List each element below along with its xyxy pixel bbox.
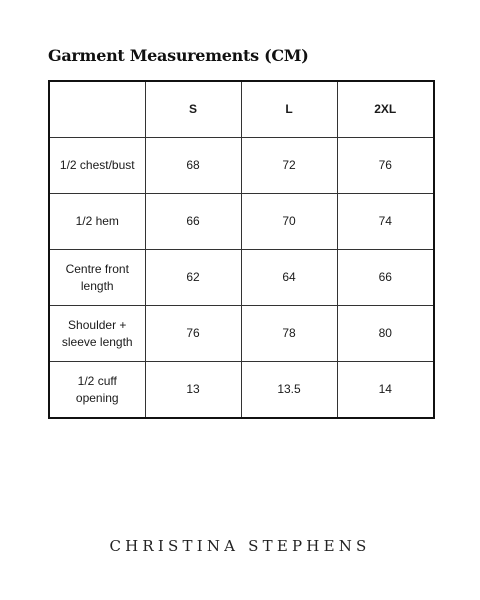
header-cell-size-l: L [241, 81, 337, 138]
table-cell: 74 [337, 194, 434, 250]
row-label: 1/2 chest/bust [49, 138, 145, 194]
brand-wordmark: CHRISTINA STEPHENS [109, 537, 371, 555]
measurements-table [48, 80, 435, 419]
table-cell: 14 [337, 362, 434, 419]
table-cell: 78 [241, 306, 337, 362]
table-cell: 66 [145, 194, 241, 250]
row-label: Shoulder + sleeve length [49, 306, 145, 362]
table-cell: 80 [337, 306, 434, 362]
row-label: 1/2 cuff opening [49, 362, 145, 419]
table-row [49, 250, 434, 306]
page-title: Garment Measurements (CM) [48, 46, 309, 65]
header-cell-size-s: S [145, 81, 241, 138]
table-cell: 68 [145, 138, 241, 194]
table-header-row [49, 81, 434, 138]
table-cell: 70 [241, 194, 337, 250]
row-label: Centre front length [49, 250, 145, 306]
table-cell: 13 [145, 362, 241, 419]
header-cell-empty [49, 81, 145, 138]
row-label: 1/2 hem [49, 194, 145, 250]
table-row [49, 362, 434, 419]
table-cell: 76 [337, 138, 434, 194]
table-row [49, 138, 434, 194]
table-cell: 66 [337, 250, 434, 306]
header-cell-size-2xl: 2XL [337, 81, 434, 138]
table-cell: 72 [241, 138, 337, 194]
table-row [49, 194, 434, 250]
table-cell: 62 [145, 250, 241, 306]
table-cell: 64 [241, 250, 337, 306]
table-cell: 13.5 [241, 362, 337, 419]
table-cell: 76 [145, 306, 241, 362]
table-row [49, 306, 434, 362]
